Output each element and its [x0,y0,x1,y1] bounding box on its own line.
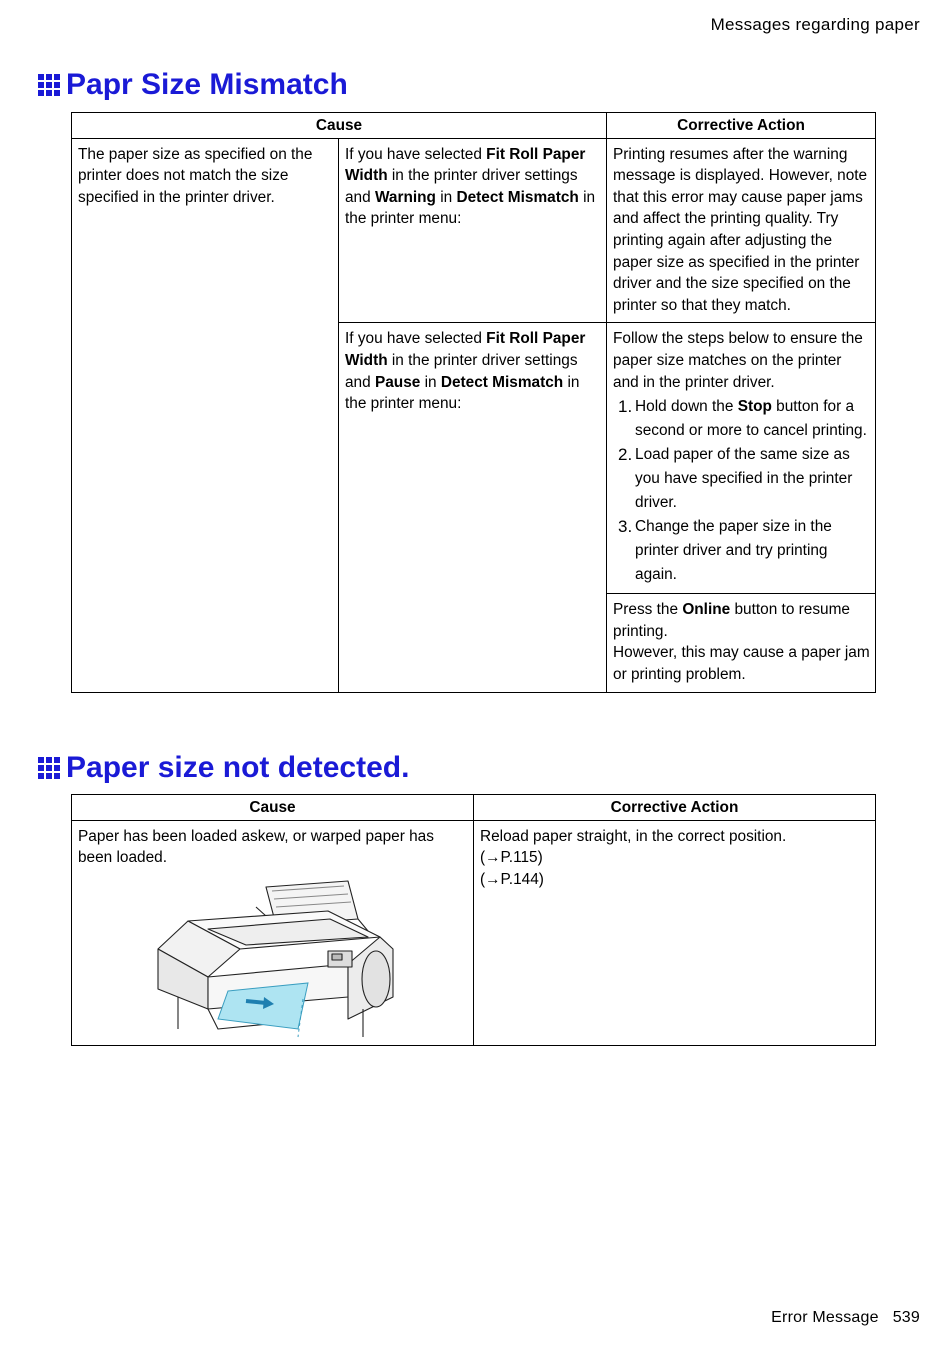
list-item [614,515,870,587]
header-corrective-action: Corrective Action [474,795,876,821]
page-reference-link[interactable]: (→P.115) [480,849,543,867]
not-detected-table [71,794,876,1046]
bold-term: Warning [374,188,436,206]
printer-loading-paper-illustration [148,879,398,1039]
table-header-row [72,795,876,821]
text-run: Press the [613,601,683,619]
bold-term: Stop [737,398,772,416]
text-run: in [435,188,457,206]
condition-warning-cell [339,138,607,323]
bold-term: Pause [374,373,421,391]
text-run: However, this may cause a paper jam or printing problem. [613,644,870,683]
text-run: Hold down the [635,398,738,416]
cause-main-cell: The paper size as specified on the printer does not match the size specified in the printer driver. [72,138,339,692]
step-number: 1. [618,397,633,417]
header-corrective-action: Corrective Action [607,113,876,139]
section-title-text: Papr Size Mismatch [66,68,348,101]
text-run: in the printer driver settings and [345,351,578,391]
grid-bullet-icon [38,74,60,96]
action-pause-cell [607,323,876,594]
text-run: button to resume printing. [613,601,850,640]
section-title-paper-size-not-detected [38,751,409,785]
section-title-paper-size-mismatch [38,68,348,102]
text-run: If you have selected [345,330,487,348]
text-run: in the printer driver settings and [345,167,578,206]
grid-bullet-icon [38,757,60,779]
step-number: 2. [618,445,633,465]
action-online-cell [607,594,876,692]
table-row [72,138,876,323]
action-text: Reload paper straight, in the correct position. [480,827,787,845]
text-run: If you have selected [345,145,487,163]
page-footer [771,1309,920,1327]
bold-term: Online [682,601,731,619]
action-pause-intro: Follow the steps below to ensure the paper size matches on the printer and in the printer driver. [613,330,863,391]
section-title-text: Paper size not detected. [66,751,410,784]
table-header-row [72,113,876,139]
header-cause: Cause [72,795,474,821]
action-cell [474,820,876,1045]
page-number: 539 [892,1309,920,1326]
bold-term: Detect Mismatch [440,373,564,391]
footer-label: Error Message [771,1309,879,1326]
text-run: button for a second or more to cancel printing. [635,398,867,440]
condition-pause-cell [339,323,607,692]
text-run: in [420,373,441,391]
list-item [614,395,870,443]
text-run: Load paper of the same size as you have specified in the printer driver. [635,446,853,512]
bold-term: Fit Roll Paper Width [345,145,586,185]
running-header: Messages regarding paper [710,15,920,34]
action-warning-cell: Printing resumes after the warning message is displayed. However, note that this error may cause paper jams and affect the printing quality. Try printing again after adjusting the paper size as specified in the printer driver and the size specified on the printer so that they match. [607,138,876,323]
text-run: in the printer menu: [345,373,580,413]
text-run: in the printer menu: [345,188,596,228]
table-row [72,820,876,1045]
header-cause: Cause [72,113,607,139]
step-number: 3. [618,517,633,537]
cause-text: Paper has been loaded askew, or warped paper has been loaded. [78,827,434,867]
steps-list [613,395,870,587]
mismatch-table [71,112,876,693]
bold-term: Fit Roll Paper Width [345,330,586,369]
cause-cell [72,820,474,1045]
bold-term: Detect Mismatch [456,188,579,206]
text-run: Change the paper size in the printer driver and try printing again. [635,518,832,584]
list-item [614,443,870,515]
page-reference-link[interactable]: (→P.144) [480,870,544,888]
